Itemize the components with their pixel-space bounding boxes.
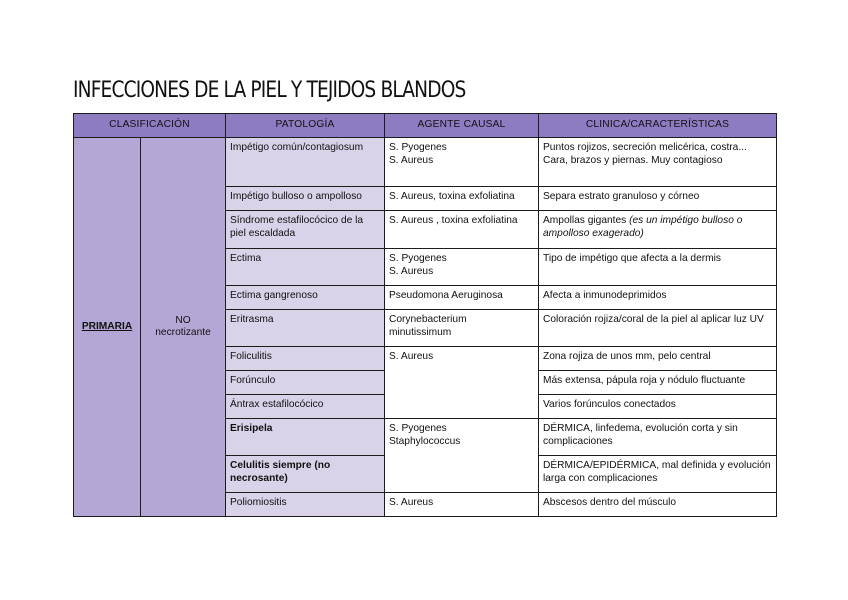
agente-line: S. Pyogenes	[389, 142, 447, 153]
patologia-cell: Forúnculo	[226, 371, 385, 395]
infections-table	[73, 113, 777, 517]
clinica-cell: Afecta a inmunodeprimidos	[539, 286, 777, 310]
subtype-line-2: necrotizante	[155, 327, 211, 338]
patologia-cell: Síndrome estafilocócico de la piel escaldada	[226, 211, 385, 249]
agente-line: minutissimum	[389, 326, 452, 338]
clinica-cell: Puntos rojizos, secreción melicérica, costra... Cara, brazos y piernas. Muy contagioso	[539, 138, 777, 187]
clinica-text: Ampollas gigantes	[543, 215, 627, 226]
clinica-cell: Zona rojiza de unos mm, pelo central	[539, 347, 777, 371]
agente-line: Corynebacterium	[389, 314, 467, 325]
table-header-row	[74, 114, 777, 138]
agente-cell	[385, 138, 539, 187]
header-patologia: PATOLOGÍA	[226, 114, 385, 138]
agente-line: S. Aureus	[389, 154, 434, 166]
agente-cell: Pseudomona Aeruginosa	[385, 286, 539, 310]
agente-line: S. Aureus	[389, 265, 434, 277]
clinica-cell: Más extensa, pápula roja y nódulo fluctuante	[539, 371, 777, 395]
agente-cell: S. Aureus, toxina exfoliatina	[385, 187, 539, 211]
clinica-cell: Separa estrato granuloso y córneo	[539, 187, 777, 211]
agente-cell: S. Aureus	[385, 493, 539, 517]
page-title: INFECCIONES DE LA PIEL Y TEJIDOS BLANDOS	[73, 78, 466, 103]
patologia-cell: Ectima	[226, 249, 385, 286]
agente-cell	[385, 249, 539, 286]
agente-cell	[385, 419, 539, 493]
agente-cell	[385, 310, 539, 347]
agente-line: S. Pyogenes	[389, 423, 447, 434]
table-row	[74, 138, 777, 187]
clinica-cell	[539, 211, 777, 249]
patologia-cell: Foliculitis	[226, 347, 385, 371]
classification-primaria: PRIMARIA	[74, 138, 141, 517]
patologia-cell: Ectima gangrenoso	[226, 286, 385, 310]
patologia-cell: Ántrax estafilocócico	[226, 395, 385, 419]
agente-line: Staphylococcus	[389, 435, 461, 447]
clinica-cell: DÉRMICA, linfedema, evolución corta y sin complicaciones	[539, 419, 777, 456]
patologia-cell: Erisipela	[226, 419, 385, 456]
patologia-cell: Impétigo común/contagiosum	[226, 138, 385, 187]
header-clinica: CLINICA/CARACTERÍSTICAS	[539, 114, 777, 138]
header-clasificacion: CLASIFICACIÓN	[74, 114, 226, 138]
header-agente-causal: AGENTE CAUSAL	[385, 114, 539, 138]
agente-cell: S. Aureus	[385, 347, 539, 419]
patologia-cell: Celulitis siempre (no necrosante)	[226, 456, 385, 493]
agente-cell: S. Aureus , toxina exfoliatina	[385, 211, 539, 249]
clinica-cell: Coloración rojiza/coral de la piel al aplicar luz UV	[539, 310, 777, 347]
agente-line: S. Pyogenes	[389, 253, 447, 264]
subtype-line-1: NO	[175, 314, 191, 326]
clinica-cell: Tipo de impétigo que afecta a la dermis	[539, 249, 777, 286]
patologia-cell: Poliomiositis	[226, 493, 385, 517]
classification-no-necrotizante	[141, 138, 226, 517]
clinica-cell: Varios forúnculos conectados	[539, 395, 777, 419]
patologia-cell: Impétigo bulloso o ampolloso	[226, 187, 385, 211]
clinica-note: (es un impétigo bulloso o ampolloso exagerado)	[543, 215, 743, 239]
clinica-cell: Abscesos dentro del músculo	[539, 493, 777, 517]
patologia-cell: Eritrasma	[226, 310, 385, 347]
clinica-cell: DÉRMICA/EPIDÉRMICA, mal definida y evolución larga con complicaciones	[539, 456, 777, 493]
